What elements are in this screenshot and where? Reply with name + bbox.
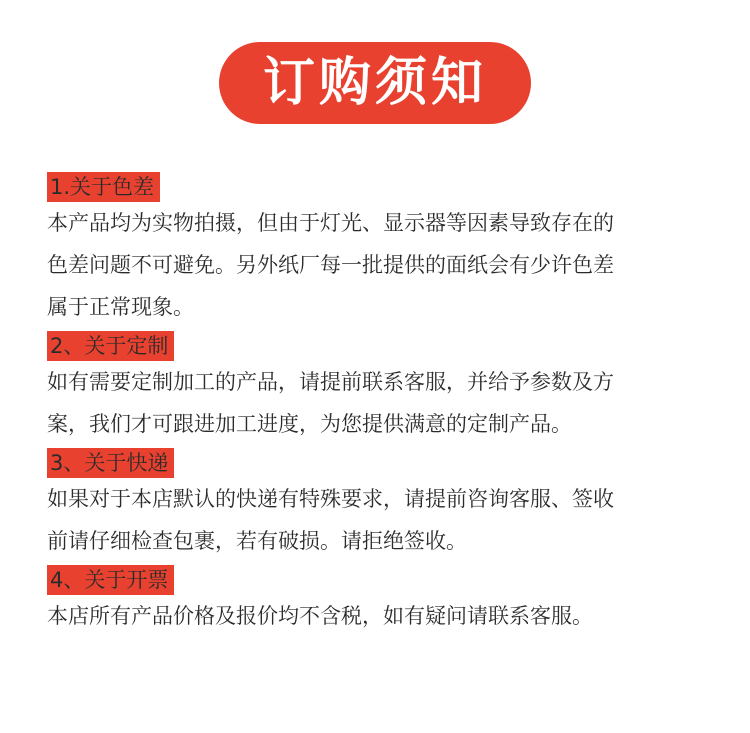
section-invoice [47,565,717,637]
section-customization [47,331,717,445]
section-body [47,478,717,562]
body-line: 前请仔细检查包裹，若有破损。请拒绝签收。 [47,529,467,553]
body-line: 本店所有产品价格及报价均不含税，如有疑问请联系客服。 [47,604,593,628]
section-heading: 3、关于快递 [47,448,174,478]
section-delivery [47,448,717,562]
section-body [47,361,717,445]
body-line: 案，我们才可跟进加工进度，为您提供满意的定制产品。 [47,412,572,436]
section-body [47,595,717,637]
section-heading: 4、关于开票 [47,565,174,595]
section-heading: 2、关于定制 [47,331,174,361]
body-line: 如果对于本店默认的快递有特殊要求，请提前咨询客服、签收 [47,487,614,511]
section-body [47,202,717,328]
section-heading: 1.关于色差 [47,172,160,202]
section-color-difference [47,172,717,328]
body-line: 本产品均为实物拍摄，但由于灯光、显示器等因素导致存在的 [47,211,614,235]
page-title: 订购须知 [219,42,531,124]
title-area [0,42,750,124]
body-line: 属于正常现象。 [47,295,194,319]
body-line: 色差问题不可避免。另外纸厂每一批提供的面纸会有少许色差 [47,253,614,277]
body-line: 如有需要定制加工的产品，请提前联系客服，并给予参数及方 [47,370,614,394]
notice-content [47,172,717,640]
